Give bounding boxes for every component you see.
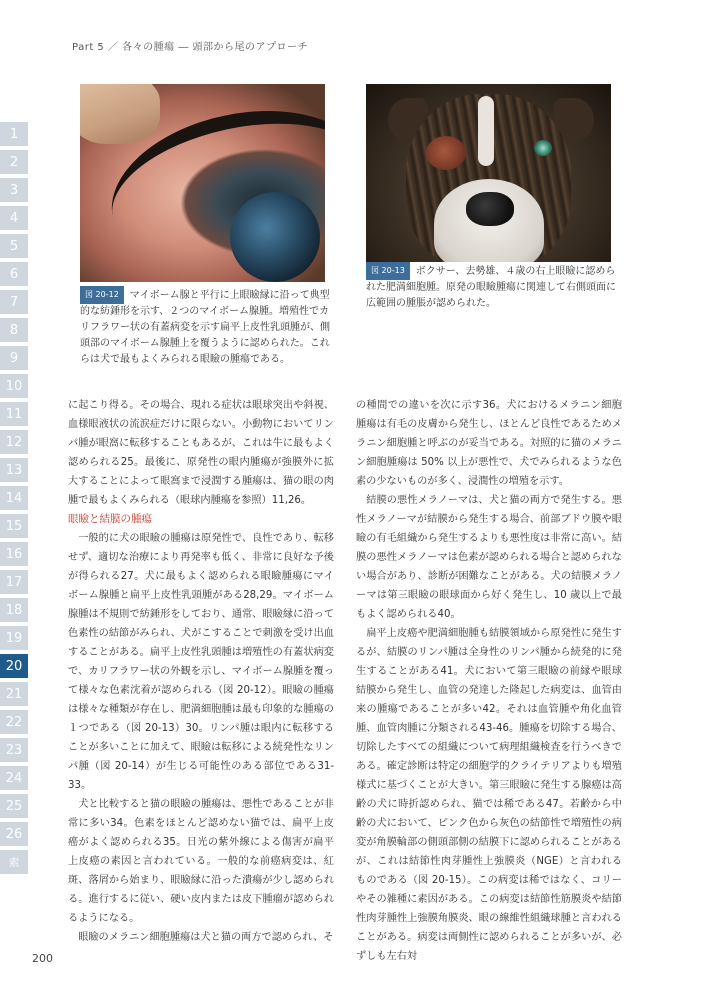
body-column-right [356,396,622,966]
dog-eye [534,140,552,156]
chapter-tab-14[interactable]: 14 [0,486,28,510]
paragraph: 結膜の悪性メラノーマは、犬と猫の両方で発生する。悪性メラノーマが結膜から発生する場合、前部ブドウ膜や眼瞼の有毛組織から発生するよりも悪性度は非常に高い。結膜の悪性メラノーマは色素が認められる場合と認められない場合があり、診断が困難なことがある。犬の結膜メラノーマは第三眼瞼の眼球面から好く発生し、10 歳以上で最もよく認められる40。 [356,495,622,620]
chapter-tab-9[interactable]: 9 [0,346,28,370]
chapter-tab-12[interactable]: 12 [0,430,28,454]
chapter-tab-24[interactable]: 24 [0,766,28,790]
chapter-tab-20-active[interactable]: 20 [0,654,28,678]
dog-eyelid-tumor [426,136,466,170]
chapter-tab-21[interactable]: 21 [0,682,28,706]
page-number: 200 [32,952,53,965]
running-header: Part 5 ／ 各々の腫瘍 ― 頭部から尾のアプローチ [72,42,308,53]
chapter-tab-18[interactable]: 18 [0,598,28,622]
body-column-left [68,396,334,947]
chapter-tab-16[interactable]: 16 [0,542,28,566]
paragraph: 犬と比較すると猫の眼瞼の腫瘍は、悪性であることが非常に多い34。色素をほとんど認めない猫では、扁平上皮癌がよく認められる35。日光の紫外線による傷害が扁平上皮癌の素因と言われている。一般的な前癌病変は、紅斑、落屑から始まり、眼瞼縁に沿った潰瘍が少し認められる。進行するに従い、硬い皮内または皮下腫瘤が認められるようになる。 [68,799,334,924]
chapter-tab-13[interactable]: 13 [0,458,28,482]
figure-tag: 図 20-12 [80,286,124,304]
caption-text: マイボーム腺と平行に上眼瞼縁に沿って典型的な紡錘形を示す、２つのマイボーム腺腫。増殖性でカリフラワー状の有蓋病変を示す扁平上皮性乳頭腫が、側頭部のマイボーム腺腫上を覆うように認められた。これらは犬で最もよくみられる眼瞼の腫瘍である。 [80,290,330,365]
figure-20-13-caption [366,262,616,312]
caption-text: ボクサー、去勢雄、４歳の右上眼瞼に認められた肥満細胞腫。原発の眼瞼腫瘍に関連して右側頭面に広範囲の腫脹が認められた。 [366,266,616,309]
dog-nose [466,192,514,226]
figure-20-13-image [366,84,611,262]
chapter-tab-6[interactable]: 6 [0,262,28,286]
paragraph: に起こり得る。その場合、現れる症状は眼球突出や斜視、血様眼液状の流涙症だけに限らない。小動物においてリンパ腫が眼窩に転移することもあるが、これは牛に最もよく認められる25。最後に、原発性の眼内腫瘍が強膜外に拡大することによって眼窩まで浸潤する腫瘍は、猫の眼の肉腫で最もよくみられる（眼球内腫瘍を参照）11,26。 [68,400,334,506]
figure-20-12-caption [80,286,330,368]
section-heading: 眼瞼と結膜の腫瘍 [68,513,152,525]
chapter-tab-15[interactable]: 15 [0,514,28,538]
figure-tag: 図 20-13 [366,262,410,280]
eye-iris-shape [230,192,320,282]
paragraph: 一般的に犬の眼瞼の腫瘍は原発性で、良性であり、転移せず、適切な治療により再発率も低く、非常に良好な予後が得られる27。犬に最もよく認められる眼瞼腫瘍にマイボーム腺腫と扁平上皮性乳頭腫がある28,29。マイボーム腺腫は不規則で紡錘形をしており、通常、眼瞼縁に沿って色素性の結節がみられ、犬がこすることで刺激を受け出血することがある。扁平上皮性乳頭腫は増殖性の有蓋状病変で、カリフラワー状の外観を示し、マイボーム腺腫を覆って様々な色素沈着が認められる（図 20-12）。眼瞼の腫瘍は様々な種類が存在し、肥満細胞腫は最も印象的な腫瘍の１つである（図 20-13）30。リンパ腫は眼内に転移することが多いことに加えて、眼瞼は転移による続発性なリンパ腫（図 20-14）が生じる可能性のある部位である31-33。 [68,533,334,791]
chapter-tab-8[interactable]: 8 [0,318,28,342]
index-tab[interactable]: 索 [0,850,28,874]
chapter-tab-3[interactable]: 3 [0,178,28,202]
dog-white-blaze [478,96,494,166]
chapter-tab-17[interactable]: 17 [0,570,28,594]
chapter-tab-4[interactable]: 4 [0,206,28,230]
chapter-tab-26[interactable]: 26 [0,822,28,846]
chapter-tabs [0,122,28,878]
chapter-tab-2[interactable]: 2 [0,150,28,174]
chapter-tab-25[interactable]: 25 [0,794,28,818]
chapter-tab-5[interactable]: 5 [0,234,28,258]
finger-shape [80,84,160,144]
chapter-tab-1[interactable]: 1 [0,122,28,146]
chapter-tab-7[interactable]: 7 [0,290,28,314]
paragraph: 扁平上皮癌や肥満細胞腫も結膜領域から原発性に発生するが、結膜のリンパ腫は全身性のリンパ腫から続発的に発生することがある41。犬において第三眼瞼の前縁や眼球結膜から発生し、血管の発達した隆起した病変は、血管由来の腫瘍であることが多い42。それは血管腫や角化血管腫、血管肉腫に分類される43-46。腫瘍を切除する場合、切除したすべての組織について病理組織検査を行うべきである。確定診断は特定の細胞学的クライテリアよりも増殖様式に基づくことが大きい。第三眼瞼に発生する腺癌は高齢の犬に時折認められ、猫では稀である47。若齢から中齢の犬において、ピンク色から灰色の結節性で増殖性の病変が角膜輪部の側頭部側の結膜下に認められることがあるが、これは結節性肉芽腫性上強膜炎（NGE）と言われるものである（図 20-15）。この病変は稀ではなく、コリーやその雑種に素因がある。この病変は結節性筋膜炎や結節性肉芽腫性上強膜角膜炎、眼の線維性組織球腫と言われることがある。病変は両側性に認められることが多いが、必ずしも左右対 [356,628,622,962]
chapter-tab-23[interactable]: 23 [0,738,28,762]
chapter-tab-19[interactable]: 19 [0,626,28,650]
paragraph: 眼瞼のメラニン細胞腫瘍は犬と猫の両方で認められ、そ [78,932,334,943]
chapter-tab-22[interactable]: 22 [0,710,28,734]
chapter-tab-11[interactable]: 11 [0,402,28,426]
paragraph: の種間での違いを次に示す36。犬におけるメラニン細胞腫瘍は有毛の皮膚から発生し、ほとんど良性であるためメラニン細胞腫と呼ぶのが妥当である。対照的に猫のメラニン細胞腫瘍は 50% 以上が悪性で、犬でみられるような色素の少ないものが多く、浸潤性の増殖を示す。 [356,400,622,487]
chapter-tab-10[interactable]: 10 [0,374,28,398]
figure-20-12-image [80,84,325,282]
